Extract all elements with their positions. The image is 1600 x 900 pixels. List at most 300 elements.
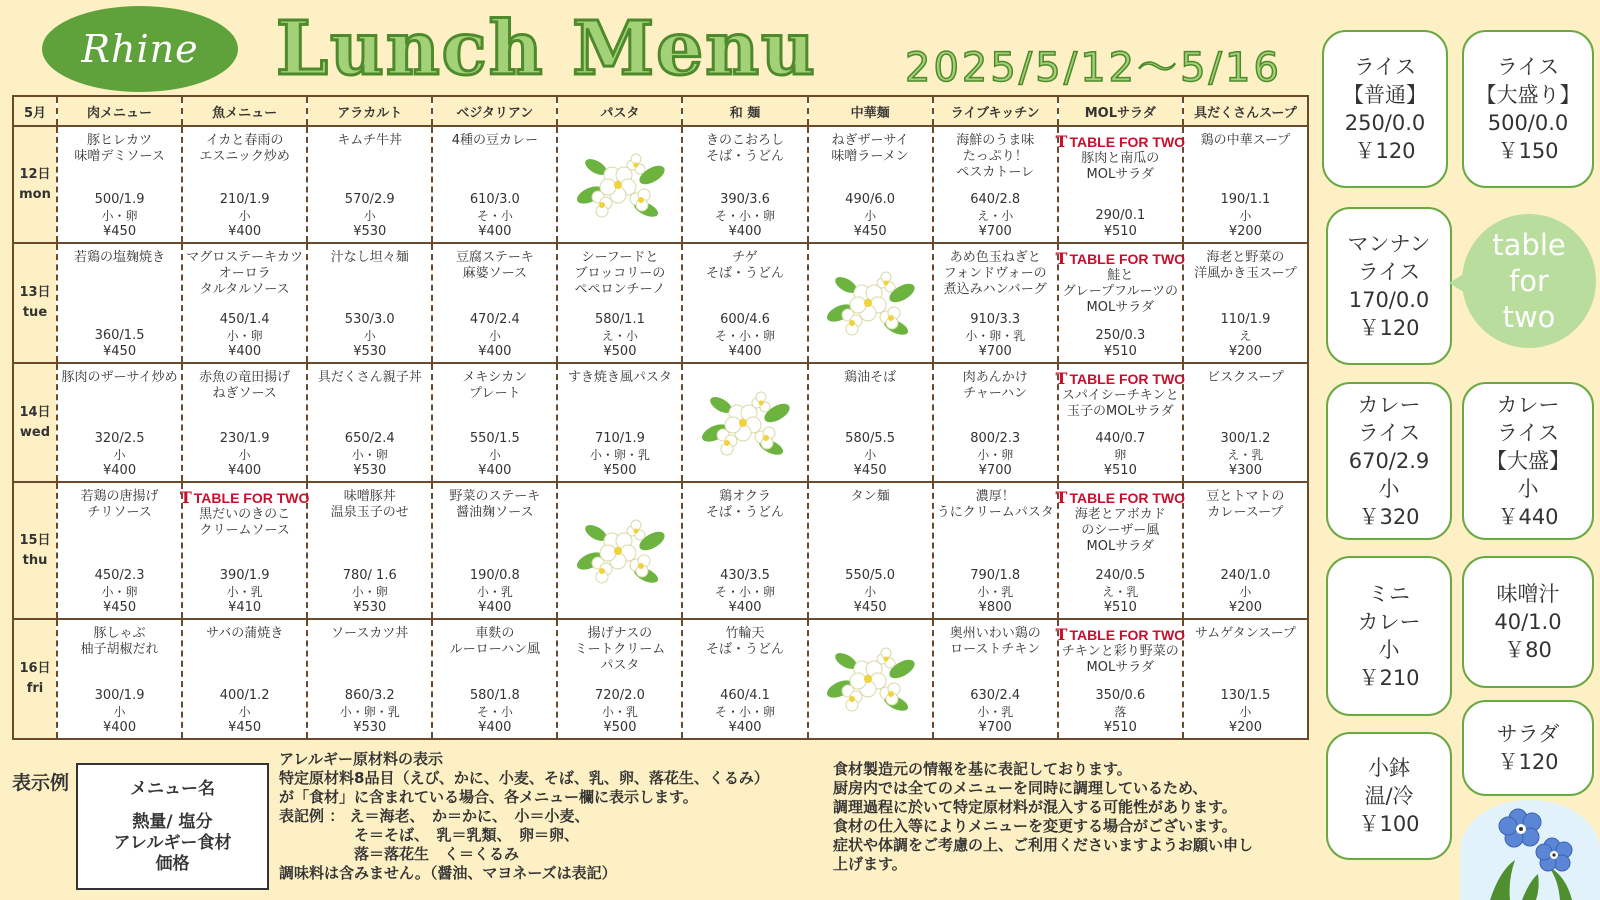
menu-name: 若鶏の唐揚げ チリソース [80,489,159,521]
day-weekday: wed [19,424,51,440]
price: ¥530 [353,343,387,359]
menu-cell [1183,126,1308,243]
allergens: 小 [1239,209,1252,224]
tft-logo-icon: T [179,488,192,508]
menu-item [58,364,181,482]
menu-cell [179,482,310,619]
price: ¥400 [228,463,262,479]
month-header: 5月 [13,96,57,126]
price: ¥510 [1103,224,1137,240]
allergens: 小・卵 [226,328,263,343]
menu-cell [682,619,807,739]
rhine-logo: Rhine [42,6,238,92]
menu-name: 海老とアボカド のシーザー風 MOLサラダ [1074,507,1166,555]
calorie-salt: 550/5.0 [845,568,896,584]
menu-item [683,127,806,242]
menu-cell [808,363,933,483]
price: ¥400 [478,720,512,735]
calorie-salt: 320/2.5 [94,431,145,447]
price: ¥400 [728,343,762,359]
menu-name: 4種の豆カレー [451,133,538,148]
menu-cell [57,363,182,483]
price: ¥500 [603,720,637,735]
menu-item [433,364,556,482]
menu-name: ソースカツ丼 [331,626,409,642]
menu-name: チキンと彩り野菜の MOLサラダ [1061,644,1179,676]
notice-text: 食材製造元の情報を基に表記しております。 厨房内では全てのメニューを同時に調理しているため、 調理過程に於いて特定原材料が混入する可能性があります。 食材の仕入等によりメニューを変更する場合がございます。 症状や体調をご考慮の上、ご利用くださいますようお願い申し 上げます。 [833,760,1254,873]
day-label [13,619,57,739]
calorie-salt: 500/1.9 [94,192,145,208]
day-weekday: mon [19,186,51,202]
column-header: ベジタリアン [432,96,557,126]
column-header: 中華麺 [808,96,933,126]
menu-name: 具だくさん親子丼 [317,369,422,385]
price: ¥400 [228,343,262,359]
allergens: 小 [864,585,877,600]
menu-cell [307,126,432,243]
menu-cell [57,126,182,243]
allergens: 小・卵・乳 [965,328,1026,343]
menu-item [183,127,306,242]
calorie-salt: 710/1.9 [594,431,645,447]
calorie-salt: 390/3.6 [720,192,770,208]
price: ¥410 [228,600,262,616]
menu-cell [432,363,557,483]
allergens: 小・乳 [977,585,1014,600]
menu-cell [432,482,557,619]
menu-item [558,620,681,738]
calorie-salt: 190/1.1 [1220,192,1271,208]
calorie-salt: 720/2.0 [594,688,645,703]
price: ¥400 [728,224,762,240]
table-for-two-badge: T TABLE FOR TWO [1055,132,1186,151]
calorie-salt: 110/1.9 [1220,311,1271,327]
calorie-salt: 240/1.0 [1220,568,1271,584]
menu-item [183,620,306,738]
menu-item [1184,127,1307,242]
menu-item [58,620,181,738]
table-row [13,482,1308,619]
menu-name: 豚肉と南瓜の MOLサラダ [1081,151,1160,182]
menu-cell [1055,482,1186,619]
price: ¥700 [978,720,1012,735]
price: ¥400 [478,463,512,479]
calorie-salt: 580/1.8 [469,688,520,703]
allergens: 小 [238,209,251,224]
allergens: そ・小・卵 [715,209,776,224]
calorie-salt: 190/0.8 [469,568,520,584]
table-row [13,126,1308,243]
curry-rice-card: カレー ライス 670/2.9 小 ￥320 [1326,382,1452,540]
allergens: 小 [864,448,877,463]
price: ¥450 [103,343,137,359]
menu-cell [57,619,182,739]
calorie-salt: 210/1.9 [219,192,270,208]
calorie-salt: 350/0.6 [1095,688,1146,703]
calorie-salt: 130/1.5 [1220,688,1271,703]
menu-item [308,620,431,738]
menu-cell [182,126,307,243]
menu-name: イカと春雨の エスニック炒め [199,133,290,164]
menu-name: 豚ヒレカツ 味噌デミソース [74,133,165,164]
calorie-salt: 250/0.3 [1095,327,1146,343]
menu-cell [933,482,1058,619]
allergens: 小 [238,705,251,719]
menu-cell [933,126,1058,243]
price: ¥400 [728,600,762,616]
rice-large-card: ライス 【大盛り】 500/0.0 ￥150 [1462,30,1594,188]
menu-item [809,364,932,482]
curry-rice-large-card: カレー ライス 【大盛】 小 ￥440 [1462,382,1594,540]
calorie-salt: 570/2.9 [344,192,395,208]
menu-cell [1183,363,1308,483]
menu-item [809,127,932,242]
price: ¥200 [1228,600,1262,616]
page-title: Lunch Menu [276,6,817,92]
menu-cell [557,482,682,619]
menu-cell [307,243,432,363]
menu-item [183,364,306,482]
calorie-salt: 400/1.2 [219,688,270,703]
menu-name: ビスクスープ [1207,369,1284,385]
menu-cell [557,243,682,363]
calorie-salt: 440/0.7 [1095,431,1146,447]
menu-name: 鶏の中華スープ [1200,133,1291,148]
menu-cell [57,482,182,619]
calorie-salt: 450/2.3 [94,568,145,584]
calorie-salt: 460/4.1 [720,688,770,703]
menu-item [934,127,1057,242]
menu-name: タン麺 [850,489,890,505]
menu-name: 鮭と グレープフルーツの MOLサラダ [1062,268,1178,316]
allergens: え・小 [601,328,638,343]
menu-cell [57,243,182,363]
menu-item [308,483,431,618]
price: ¥450 [103,224,137,240]
allergens: 小・卵・乳 [339,705,400,719]
day-date: 14日 [19,404,51,420]
menu-cell [557,619,682,739]
calorie-salt: 470/2.4 [469,311,520,327]
menu-name: 赤魚の竜田揚げ ねぎソース [199,369,291,401]
calorie-salt: 650/2.4 [344,431,395,447]
menu-name: 奥州いわい鶏の ローストチキン [949,626,1041,658]
allergens: 小 [113,705,126,719]
menu-cell [557,126,682,243]
menu-cell [682,363,807,483]
day-label [13,243,57,363]
menu-name: 豚肉のザーサイ炒め [61,369,178,385]
day-label [13,482,57,619]
menu-item [433,244,556,362]
allergens: 小・卵 [977,448,1014,463]
weekly-menu-table [12,95,1309,740]
menu-item [1055,483,1186,618]
menu-item [934,364,1057,482]
price: ¥700 [978,343,1012,359]
mannan-rice-card: マンナン ライス 170/0.0 ￥120 [1326,207,1452,365]
menu-cell [682,126,807,243]
menu-cell [557,363,682,483]
calorie-salt: 910/3.3 [970,311,1021,327]
column-header: アラカルト [307,96,432,126]
menu-name: スパイシーチキンと 玉子のMOLサラダ [1061,387,1179,419]
table-for-two-bubble: table for two [1462,214,1596,348]
menu-cell [1055,619,1186,739]
column-header: 和 麺 [682,96,807,126]
menu-name: きのこおろし そば・うどん [706,133,785,164]
menu-cell [808,619,933,739]
menu-cell [182,243,307,363]
allergens: え・乳 [1227,448,1264,463]
menu-item [183,244,306,362]
menu-item [1184,364,1307,482]
price: ¥300 [1228,463,1262,479]
menu-cell [1183,482,1308,619]
allergens: 小・乳 [601,705,638,719]
menu-name: 若鶏の塩麹焼き [74,250,166,266]
table-for-two-badge: T TABLE FOR TWO [179,488,310,508]
menu-cell [432,243,557,363]
menu-name: あめ色玉ねぎと フォンドヴォーの 煮込みハンバーグ [943,250,1047,298]
calorie-salt: 600/4.6 [720,311,770,327]
menu-cell [933,363,1058,483]
price: ¥700 [978,463,1012,479]
menu-name: 汁なし坦々麺 [330,250,409,266]
allergens: そ・小・卵 [715,585,776,600]
calorie-salt: 490/6.0 [845,192,896,208]
menu-cell [933,243,1058,363]
column-header: ライブキッチン [933,96,1058,126]
menu-name: 海鮮のうま味 たっぷり！ ペスカトーレ [956,133,1035,180]
menu-item [934,244,1057,362]
menu-name: 黒だいのきのこ クリームソース [199,507,291,539]
price: ¥530 [353,600,387,616]
calorie-salt: 550/1.5 [469,431,520,447]
allergens: 小 [363,209,376,224]
legend-label: 表示例 [12,772,70,794]
table-for-two-badge: T TABLE FOR TWO [1055,249,1186,269]
calorie-salt: 800/2.3 [970,431,1021,447]
day-date: 12日 [19,166,51,182]
flower-decoration-icon [572,511,668,591]
price: ¥400 [228,224,262,240]
calorie-salt: 630/2.4 [970,688,1021,703]
allergens: 小・卵 [351,448,388,463]
price: ¥400 [478,224,512,240]
menu-name: ねぎザーサイ 味噌ラーメン [831,133,909,164]
price: ¥530 [353,720,387,735]
price: ¥500 [603,463,637,479]
allergens: え [1239,328,1252,343]
menu-cell [808,126,933,243]
day-label [13,363,57,483]
calorie-salt: 580/5.5 [845,431,896,447]
menu-name: マグロステーキカツ オーロラ タルタルソース [186,250,304,298]
menu-cell [307,619,432,739]
menu-cell [808,482,933,619]
menu-name: 豆腐ステーキ 麻婆ソース [455,250,534,282]
allergens: 小・乳 [476,585,513,600]
allergens: そ・小 [476,705,513,719]
column-header: 肉メニュー [57,96,182,126]
tft-logo-icon: T [1055,625,1068,645]
allergens: 小 [488,328,501,343]
calorie-salt: 230/1.9 [219,431,270,447]
price: ¥400 [478,600,512,616]
calorie-salt: 790/1.8 [970,568,1021,584]
calorie-salt: 390/1.9 [219,568,270,584]
menu-item [1184,620,1307,738]
mini-curry-card: ミニ カレー 小 ￥210 [1326,556,1452,716]
price: ¥500 [603,343,637,359]
table-row [13,243,1308,363]
calorie-salt: 610/3.0 [469,192,520,208]
menu-cell [682,243,807,363]
price: ¥510 [1103,343,1137,359]
menu-item [558,244,681,362]
menu-cell [933,619,1058,739]
menu-item [558,364,681,482]
legend-box: メニュー名 熱量/ 塩分 アレルギー食材 価格 [76,763,269,890]
menu-cell [1183,243,1308,363]
menu-cell [682,482,807,619]
menu-cell [307,363,432,483]
date-range: 2025/5/12～5/16 [905,45,1282,91]
menu-item [58,483,181,618]
menu-name: 鶏オクラ そば・うどん [706,489,785,521]
menu-item [1055,364,1186,482]
menu-name: シーフードと ブロッコリーの ペペロンチーノ [574,250,666,298]
allergens: そ・小・卵 [715,705,776,719]
tft-logo-icon: T [1055,132,1068,151]
column-header: パスタ [557,96,682,126]
menu-item [58,244,181,362]
menu-item [179,483,310,618]
salad-card: サラダ ￥120 [1462,700,1594,796]
allergens: 小 [864,209,877,224]
allergens: そ・小・卵 [715,328,776,343]
column-header: MOLサラダ [1058,96,1183,126]
menu-item [308,127,431,242]
table-for-two-badge: T TABLE FOR TWO [1055,625,1186,645]
calorie-salt: 360/1.5 [94,327,145,343]
menu-name: 濃厚！ うにクリームパスタ [936,489,1054,521]
menu-cell [182,363,307,483]
menu-cell [1055,363,1186,483]
calorie-salt: 860/3.2 [344,688,395,703]
allergens: 卵 [1114,448,1127,463]
menu-name: 鶏油そば [844,369,897,385]
allergens: そ・小 [476,209,513,224]
calorie-salt: 780/ 1.6 [342,568,397,584]
menu-name: 野菜のステーキ 醤油麹ソース [449,489,541,521]
day-weekday: fri [26,681,44,697]
price: ¥510 [1103,463,1137,479]
calorie-salt: 300/1.2 [1220,431,1271,447]
day-weekday: thu [22,552,48,568]
menu-item [809,483,932,618]
allergens: 小 [1239,705,1252,719]
menu-item [1055,244,1186,362]
price: ¥700 [978,224,1012,240]
allergens: 小 [1239,585,1252,600]
price: ¥400 [728,720,762,735]
miso-soup-card: 味噌汁 40/1.0 ￥80 [1462,556,1594,688]
day-date: 15日 [19,532,51,548]
allergens: 小 [488,448,501,463]
tft-logo-icon: T [1055,368,1068,388]
menu-name: 車麩の ルーローハン風 [449,626,540,658]
day-weekday: tue [22,305,48,321]
allergens: 小・乳 [226,585,263,600]
calorie-salt: 640/2.8 [970,192,1021,208]
menu-cell [808,243,933,363]
menu-name: サムゲタンスープ [1194,626,1296,642]
menu-name: 海老と野菜の 洋風かき玉スープ [1194,250,1297,282]
tft-logo-icon: T [1055,488,1068,508]
calorie-salt: 300/1.9 [94,688,145,703]
table-row [13,363,1308,483]
menu-name: キムチ牛丼 [337,133,403,148]
tft-logo-icon: T [1055,249,1068,269]
allergens: 小・卵 [101,209,138,224]
price: ¥800 [978,600,1012,616]
calorie-salt: 430/3.5 [720,568,770,584]
kobachi-card: 小鉢 温/冷 ￥100 [1326,732,1452,860]
allergens: え・小 [977,209,1014,224]
allergens: え・乳 [1102,585,1139,600]
menu-cell [432,126,557,243]
menu-item [433,620,556,738]
menu-item [58,127,181,242]
menu-item [934,483,1057,618]
menu-cell [432,619,557,739]
menu-name: チゲ そば・うどん [706,250,785,282]
header-row [13,96,1308,126]
calorie-salt: 580/1.1 [594,311,645,327]
allergens: 小・卵・乳 [589,448,650,463]
flower-decoration-icon [822,263,918,343]
price: ¥450 [228,720,262,735]
menu-cell [307,482,432,619]
menu-item [308,364,431,482]
price: ¥400 [103,463,137,479]
column-header: 魚メニュー [182,96,307,126]
allergens: 落 [1114,705,1127,719]
menu-name: 竹輪天 そば・うどん [706,626,785,658]
allergens: 小・卵 [101,585,138,600]
price: ¥530 [353,224,387,240]
price: ¥400 [103,720,137,735]
rice-normal-card: ライス 【普通】 250/0.0 ￥120 [1322,30,1448,188]
menu-name: 豚しゃぶ 柚子胡椒だれ [80,626,159,658]
price: ¥530 [353,463,387,479]
menu-name: 肉あんかけ チャーハン [962,369,1028,401]
menu-item [1055,620,1186,738]
flower-decoration-icon [697,383,793,463]
table-for-two-badge: T TABLE FOR TWO [1055,368,1186,388]
menu-name: メキシカン プレート [462,369,528,401]
allergens: 小・卵 [351,585,388,600]
price: ¥450 [853,463,887,479]
menu-item [683,620,806,738]
price: ¥510 [1103,720,1137,735]
allergens: 小 [113,448,126,463]
menu-cell [1183,619,1308,739]
menu-item [308,244,431,362]
menu-name: 味噌豚丼 温泉玉子のせ [330,489,409,521]
